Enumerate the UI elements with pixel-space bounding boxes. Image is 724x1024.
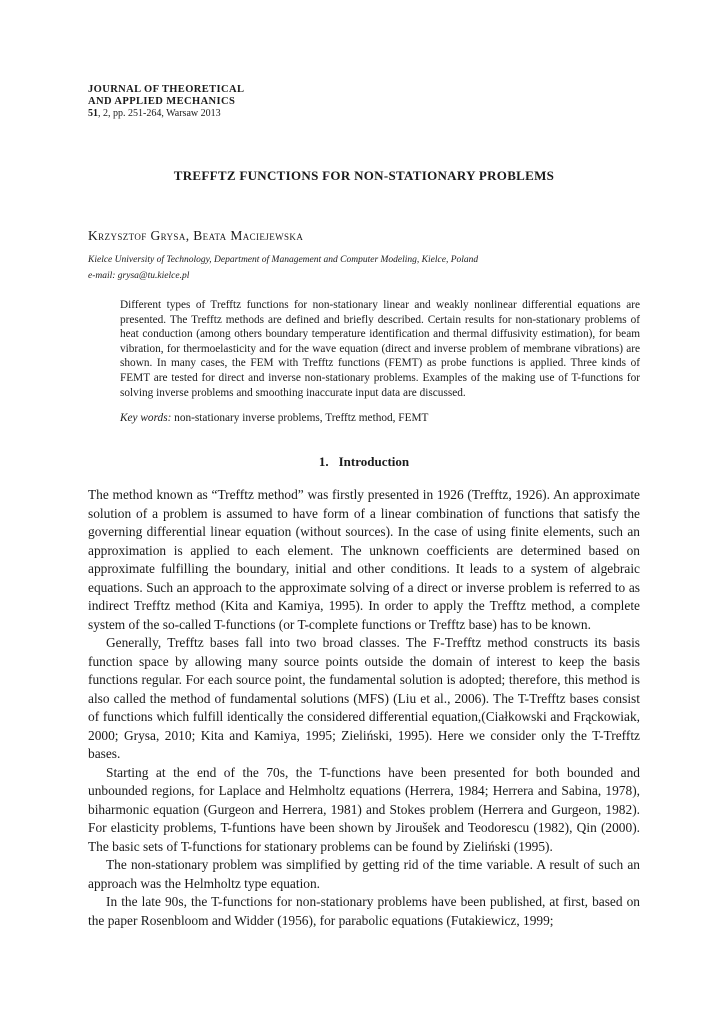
journal-name-line1: JOURNAL OF THEORETICAL [88, 84, 245, 95]
journal-name-line2: AND APPLIED MECHANICS [88, 96, 236, 107]
body-text [88, 486, 640, 930]
journal-volume: 51 [88, 108, 98, 119]
journal-header [88, 84, 640, 120]
abstract: Different types of Trefftz functions for non-stationary linear and weakly nonlinear differential equations are presented. The Trefftz methods are defined and briefly described. Certain results for non-stationary problems of heat conduction (among others boundary temperature identification and thermal diffusivity estimation), for beam vibration, for thermoelasticity and for the wave equation (direct and inverse problem of membrane vibrations) are shown. In many cases, the FEM with Trefftz functions (FEMT) as probe functions is applied. Three kinds of FEMT are tested for direct and inverse non-stationary problems. Examples of the making use of T-functions for solving inverse problems and smoothing inaccurate input data are discussed. [120, 299, 640, 399]
paper-page [88, 84, 640, 930]
affiliation: Kielce University of Technology, Department of Management and Computer Modeling, Kielce, Poland [88, 255, 479, 265]
keywords-text: non-stationary inverse problems, Trefftz method, FEMT [171, 412, 429, 425]
paragraph: Starting at the end of the 70s, the T-functions have been presented for both bounded and unbounded regions, for Laplace and Helmholtz equations (Herrera, 1984; Herrera and Sabina, 1978), biharmonic equation (Gurgeon and Herrera, 1981) and Stokes problem (Herrera and Gurgeon, 1982). For elasticity problems, T-funtions have been shown by Jiroušek and Teodorescu (1982), Qin (2000). The basic sets of T-functions for stationary problems can be found by Zieliński (1995). [88, 764, 640, 854]
paragraph: The method known as “Trefftz method” was firstly presented in 1926 (Trefftz, 1926). An approximate solution of a problem is assumed to have form of a linear combination of functions that satisfy the governing differential linear equation (without sources). In the case of using finite elements, such an approximation is applied to each element. The unknown coefficients are determined based on approximate fulfilling the boundary, initial and other conditions. It leads to a system of algebraic equations. Such an approach to the approximate solving of a direct or inverse problem is referred to as indirect Trefftz method (Kita and Kamiya, 1995). In order to apply the Trefftz method, a complete system of the so-called T-functions (or T-complete functions or Trefftz base) has to be known. [88, 487, 640, 632]
keywords [120, 412, 640, 424]
journal-reference [88, 108, 640, 120]
section-title: Introduction [338, 454, 410, 470]
section-number: 1. [318, 454, 329, 470]
journal-issue-pages: , 2, pp. 251-264, Warsaw 2013 [98, 108, 221, 119]
paragraph: The non-stationary problem was simplified by getting rid of the time variable. A result of such an approach was the Helmholtz type equation. [88, 857, 640, 891]
authors: Krzysztof Grysa, Beata Maciejewska [88, 228, 304, 243]
section-heading [88, 454, 640, 470]
email: e-mail: grysa@tu.kielce.pl [88, 271, 190, 281]
paragraph: Generally, Trefftz bases fall into two broad classes. The F-Trefftz method constructs its basis function space by allowing many source points outside the domain of interest to keep the basis functions regular. For each source point, the fundamental solution is adopted; therefore, this method is also called the method of fundamental solutions (MFS) (Liu et al., 2006). The T-Trefftz bases consist of functions which fulfill identically the considered differential equation,(Ciałkowski and Frąckowiak, 2000; Grysa, 2010; Kita and Kamiya, 1995; Zieliński, 1995). Here we consider only the T-Trefftz bases. [88, 635, 640, 762]
paper-title: TREFFTZ FUNCTIONS FOR NON-STATIONARY PROBLEMS [173, 168, 555, 183]
paragraph: In the late 90s, the T-functions for non-stationary problems have been published, at first, based on the paper Rosenbloom and Widder (1956), for parabolic equations (Futakiewicz, 1999; [88, 894, 640, 928]
keywords-label: Key words: [120, 412, 172, 425]
